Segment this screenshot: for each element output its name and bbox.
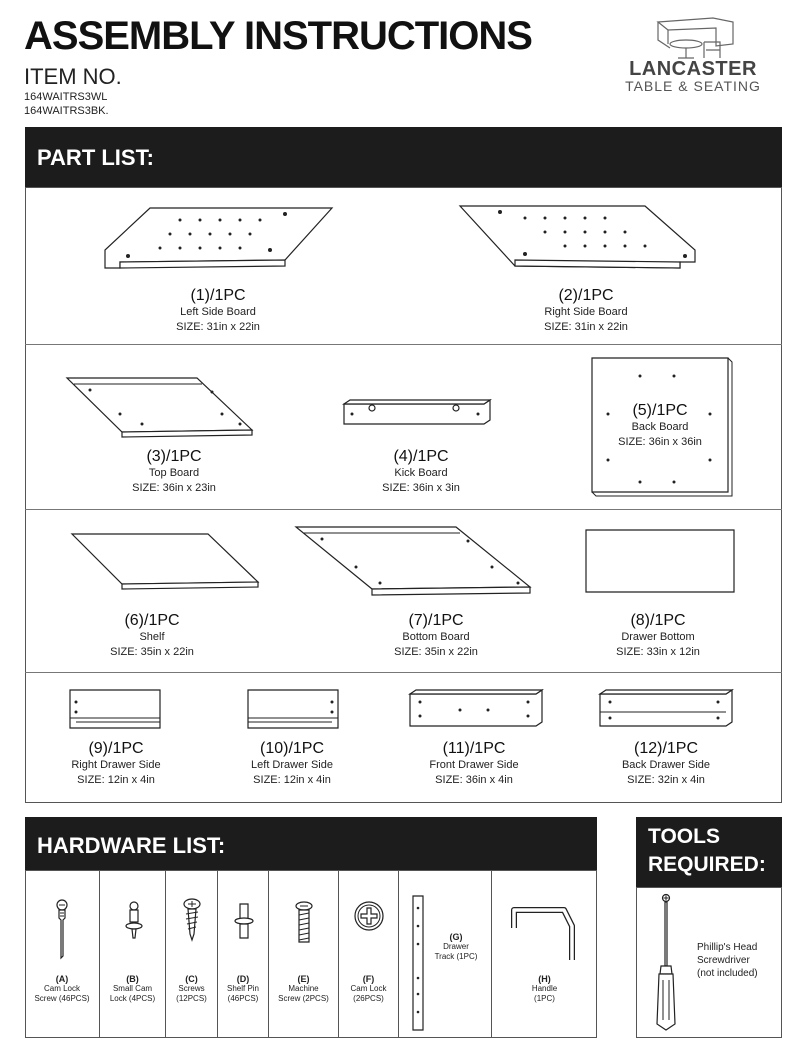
part-size: SIZE: 32in x 4in bbox=[627, 774, 705, 786]
part-name: Bottom Board bbox=[402, 631, 470, 643]
cam-lock-icon bbox=[353, 900, 385, 932]
hardware-letter: (B) bbox=[126, 974, 139, 984]
part-number: (4)/1PC bbox=[393, 448, 449, 465]
handle-icon bbox=[506, 900, 580, 966]
hardware-list-heading: HARDWARE LIST: bbox=[37, 833, 226, 858]
hardware-name: Screws bbox=[178, 984, 205, 993]
right-drawer-side-drawing bbox=[68, 688, 164, 732]
part-number: (8)/1PC bbox=[630, 612, 686, 629]
hardware-item-c bbox=[166, 870, 218, 1038]
part-name: Back Drawer Side bbox=[621, 759, 711, 771]
tools-description bbox=[697, 941, 758, 980]
hardware-name: Cam Lock bbox=[350, 984, 387, 993]
hardware-name: Small Cam bbox=[112, 984, 153, 993]
hardware-qty: (12PCS) bbox=[176, 994, 207, 1003]
hardware-name: Handle bbox=[531, 984, 558, 993]
cam-lock-screw-icon bbox=[50, 898, 74, 960]
part-row-divider bbox=[25, 509, 782, 510]
part-number: (5)/1PC bbox=[632, 402, 688, 419]
brand-name: LANCASTER bbox=[629, 58, 757, 80]
hardware-letter: (D) bbox=[236, 974, 250, 984]
part-7-label bbox=[336, 612, 536, 660]
hardware-item-g bbox=[399, 870, 492, 1038]
part-number: (1)/1PC bbox=[190, 287, 246, 304]
part-name: Kick Board bbox=[394, 467, 448, 479]
part-name: Front Drawer Side bbox=[429, 759, 519, 771]
left-drawer-side-drawing bbox=[246, 688, 342, 732]
tools-heading-line2: REQUIRED: bbox=[648, 853, 766, 876]
part-number: (11)/1PC bbox=[442, 740, 506, 757]
hardware-letter: (C) bbox=[185, 974, 198, 984]
part-number: (6)/1PC bbox=[124, 612, 180, 629]
hardware-name: Drawer bbox=[443, 942, 469, 951]
hardware-qty: Track (1PC) bbox=[434, 952, 478, 961]
part-number: (3)/1PC bbox=[146, 448, 202, 465]
part-8-label bbox=[558, 612, 758, 660]
hardware-qty: Screw (46PCS) bbox=[34, 994, 90, 1003]
part-row-divider bbox=[25, 344, 782, 345]
hardware-qty: (46PCS) bbox=[227, 994, 259, 1003]
drawer-bottom-drawing bbox=[584, 528, 740, 598]
part-size: SIZE: 35in x 22in bbox=[110, 646, 194, 658]
top-board-drawing bbox=[62, 374, 262, 442]
page-title: ASSEMBLY INSTRUCTIONS bbox=[24, 14, 532, 58]
brand-logo bbox=[608, 14, 778, 98]
part-name: Left Side Board bbox=[180, 306, 256, 318]
screwdriver-icon bbox=[648, 892, 684, 1036]
part-name: Drawer Bottom bbox=[621, 631, 695, 643]
kick-board-drawing bbox=[338, 396, 498, 432]
part-size: SIZE: 35in x 22in bbox=[394, 646, 478, 658]
brand-tagline: TABLE & SEATING bbox=[625, 78, 761, 94]
part-number: (10)/1PC bbox=[259, 740, 325, 757]
machine-screw-icon bbox=[292, 900, 316, 946]
part-list-heading: PART LIST: bbox=[37, 145, 154, 170]
hardware-item-h bbox=[492, 870, 597, 1038]
part-number: (2)/1PC bbox=[558, 287, 614, 304]
hardware-qty: Lock (4PCS) bbox=[109, 994, 156, 1003]
front-drawer-side-drawing bbox=[408, 688, 548, 732]
hardware-item-b bbox=[100, 870, 166, 1038]
part-4-label bbox=[321, 448, 521, 496]
hardware-qty: (1PC) bbox=[534, 994, 555, 1003]
item-number-label: ITEM NO. bbox=[24, 64, 122, 89]
part-1-label bbox=[118, 287, 318, 335]
hardware-item-e bbox=[269, 870, 339, 1038]
part-size: SIZE: 36in x 3in bbox=[382, 482, 460, 494]
shelf-drawing bbox=[68, 530, 268, 594]
part-11-label bbox=[374, 740, 574, 788]
shelf-pin-icon bbox=[232, 902, 256, 942]
tools-header bbox=[636, 817, 782, 887]
part-6-label bbox=[52, 612, 252, 660]
part-name: Right Drawer Side bbox=[71, 759, 161, 771]
hardware-qty: Screw (2PCS) bbox=[278, 994, 329, 1003]
hardware-item-d bbox=[218, 870, 269, 1038]
drawer-track-icon bbox=[409, 894, 429, 1034]
part-size: SIZE: 36in x 23in bbox=[132, 482, 216, 494]
part-9-label bbox=[16, 740, 216, 788]
screw-icon bbox=[178, 898, 206, 942]
part-10-label bbox=[192, 740, 392, 788]
part-size: SIZE: 36in x 4in bbox=[435, 774, 513, 786]
hardware-letter: (G) bbox=[449, 932, 463, 942]
hardware-name: Shelf Pin bbox=[226, 984, 260, 993]
part-name: Shelf bbox=[139, 631, 165, 643]
part-number: (7)/1PC bbox=[408, 612, 464, 629]
part-name: Left Drawer Side bbox=[251, 759, 333, 771]
part-12-label bbox=[566, 740, 766, 788]
tool-name-line1: Phillip's Head bbox=[697, 942, 758, 953]
back-drawer-side-drawing bbox=[598, 688, 738, 732]
part-size: SIZE: 33in x 12in bbox=[616, 646, 700, 658]
item-code-2: 164WAITRS3BK. bbox=[24, 105, 109, 117]
left-side-board-drawing bbox=[100, 200, 340, 275]
part-size: SIZE: 12in x 4in bbox=[253, 774, 331, 786]
bottom-board-drawing bbox=[292, 523, 537, 598]
hardware-qty: (26PCS) bbox=[353, 994, 384, 1003]
part-size: SIZE: 31in x 22in bbox=[544, 321, 628, 333]
part-2-label bbox=[486, 287, 686, 335]
part-name: Back Board bbox=[631, 421, 689, 433]
part-number: (12)/1PC bbox=[633, 740, 699, 757]
tools-heading-line1: TOOLS bbox=[648, 825, 720, 848]
booth-table-logo-icon bbox=[608, 14, 778, 60]
hardware-name: Machine bbox=[288, 984, 319, 993]
part-3-label bbox=[74, 448, 274, 496]
right-side-board-drawing bbox=[455, 200, 705, 275]
part-size: SIZE: 36in x 36in bbox=[618, 436, 702, 448]
tool-name-line2: Screwdriver bbox=[697, 955, 750, 966]
item-code-1: 164WAITRS3WL bbox=[24, 91, 108, 103]
hardware-letter: (A) bbox=[55, 974, 69, 984]
hardware-letter: (E) bbox=[297, 974, 310, 984]
small-cam-lock-icon bbox=[122, 900, 146, 940]
part-name: Top Board bbox=[148, 467, 200, 479]
hardware-item-a bbox=[25, 870, 100, 1038]
part-5-label bbox=[560, 402, 760, 450]
hardware-name: Cam Lock bbox=[43, 984, 80, 993]
part-list-header bbox=[25, 127, 782, 187]
part-number: (9)/1PC bbox=[88, 740, 144, 757]
hardware-letter: (F) bbox=[362, 974, 375, 984]
tool-note: (not included) bbox=[697, 968, 758, 979]
hardware-item-f bbox=[339, 870, 399, 1038]
part-size: SIZE: 31in x 22in bbox=[176, 321, 260, 333]
hardware-list-header bbox=[25, 817, 597, 870]
hardware-letter: (H) bbox=[538, 974, 551, 984]
part-size: SIZE: 12in x 4in bbox=[77, 774, 155, 786]
part-name: Right Side Board bbox=[544, 306, 628, 318]
part-row-divider bbox=[25, 672, 782, 673]
